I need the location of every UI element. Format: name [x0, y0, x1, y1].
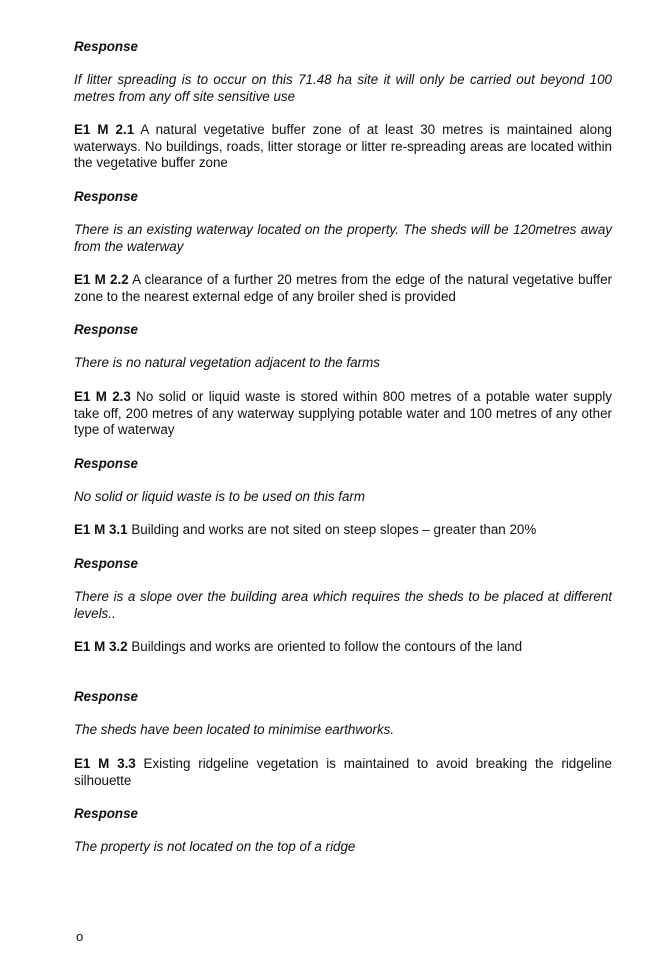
criterion-text: Buildings and works are oriented to follow the contours of the land	[127, 639, 523, 654]
response-heading: Response	[74, 322, 138, 337]
criterion-code: E1 M 3.2	[74, 639, 128, 654]
criterion-paragraph	[74, 122, 612, 172]
response-heading: Response	[74, 189, 138, 204]
criterion-text: Existing ridgeline vegetation is maintained to avoid breaking the ridgeline silhouette	[74, 756, 612, 788]
criterion-paragraph	[74, 389, 612, 439]
criterion-code: E1 M 3.3	[74, 756, 136, 771]
criterion-paragraph	[74, 522, 612, 539]
criterion-text: A clearance of a further 20 metres from the edge of the natural vegetative buffer zone to the nearest external edge of any broiler shed is provided	[74, 272, 613, 304]
response-heading: Response	[74, 39, 138, 54]
criterion-paragraph	[74, 639, 612, 656]
response-text: No solid or liquid waste is to be used on this farm	[74, 489, 366, 504]
response-text: The property is not located on the top of a ridge	[74, 839, 356, 854]
criterion-code: E1 M 3.1	[74, 522, 128, 537]
response-text: There is no natural vegetation adjacent to the farms	[74, 355, 380, 370]
response-text: There is an existing waterway located on the property. The sheds will be 120metres away from the waterway	[74, 222, 612, 254]
criterion-text: Building and works are not sited on steep slopes – greater than 20%	[127, 522, 537, 537]
response-text: If litter spreading is to occur on this 71.48 ha site it will only be carried out beyond 100 metres from any off site sensitive use	[74, 72, 612, 104]
criterion-text: A natural vegetative buffer zone of at least 30 metres is maintained along waterways. No buildings, roads, litter storage or litter re-spreading areas are located within the vegetative buffer zone	[74, 122, 612, 171]
response-text: There is a slope over the building area which requires the sheds to be placed at different levels..	[74, 589, 612, 621]
response-heading: Response	[74, 689, 138, 704]
footer-mark: o	[76, 929, 84, 944]
response-heading: Response	[74, 456, 138, 471]
criterion-paragraph	[74, 756, 612, 789]
criterion-code: E1 M 2.3	[74, 389, 131, 404]
criterion-code: E1 M 2.2	[74, 272, 129, 287]
criterion-code: E1 M 2.1	[74, 122, 135, 137]
criterion-paragraph	[74, 272, 612, 305]
response-heading: Response	[74, 806, 138, 821]
response-heading: Response	[74, 556, 138, 571]
response-text: The sheds have been located to minimise earthworks.	[74, 722, 395, 737]
criterion-text: No solid or liquid waste is stored within 800 metres of a potable water supply take off, 200 metres of any waterway supplying potable water and 100 metres of any other type of waterway	[74, 389, 612, 438]
